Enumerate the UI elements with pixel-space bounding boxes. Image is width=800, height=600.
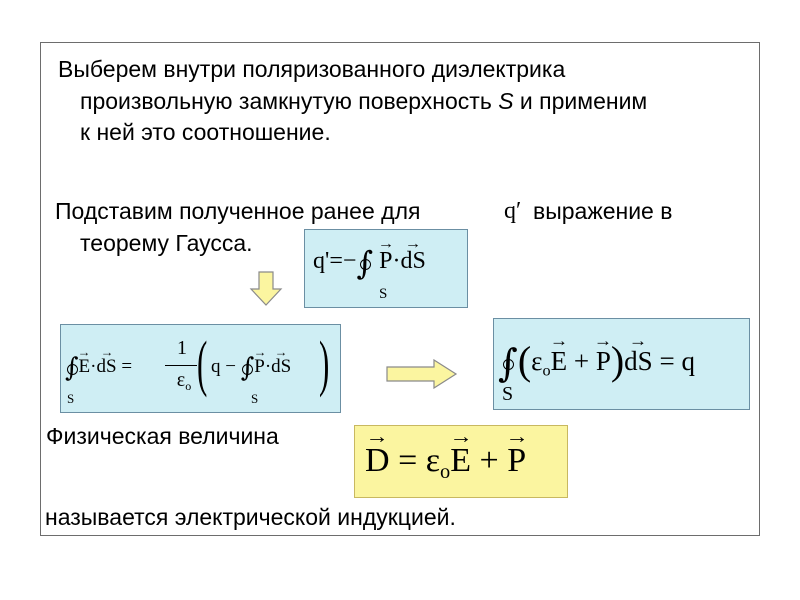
- paragraph-1-line-2: [80, 86, 647, 116]
- paragraph-1-line-1: Выберем внутри поляризованного диэлектрика: [58, 56, 566, 82]
- vector-e: → E: [551, 346, 568, 377]
- fraction-numerator: 1: [177, 337, 187, 359]
- charge-q: q: [211, 356, 221, 377]
- vector-p: → P: [507, 442, 526, 480]
- equals-sign: =: [398, 442, 418, 479]
- epsilon-subscript: o: [440, 461, 451, 484]
- paragraph-2-line-1-end: выражение в: [533, 198, 673, 224]
- dot-operator: ·: [90, 356, 97, 377]
- equals-sign: =: [121, 356, 133, 377]
- vector-p: → P: [254, 356, 265, 378]
- paragraph-1-line-3: к ней это соотношение.: [80, 119, 331, 145]
- formula-induction: [354, 425, 568, 498]
- epsilon-symbol: ε: [176, 369, 186, 391]
- dot-operator: ·: [264, 356, 272, 377]
- physical-quantity-label: Физическая величина: [46, 423, 279, 449]
- epsilon-subscript: o: [542, 361, 551, 380]
- fraction-denominator: [167, 369, 201, 394]
- equals-sign: =: [659, 346, 675, 376]
- integral-limit: S: [379, 286, 388, 302]
- vector-ds: → dS: [400, 248, 425, 275]
- plus-sign: +: [479, 442, 499, 479]
- contour-integral-icon: ∫: [356, 244, 374, 282]
- epsilon-subscript: o: [185, 379, 192, 394]
- vector-ds: → dS: [271, 356, 291, 378]
- paragraph-2-line-2: теорему Гаусса.: [80, 230, 253, 256]
- plus-sign: +: [573, 346, 590, 376]
- vector-e: → E: [450, 442, 471, 480]
- formula-q-prime: [304, 229, 468, 308]
- paragraph-1-line-2-end: и применим: [513, 88, 648, 114]
- left-paren: (: [197, 330, 208, 398]
- induction-definition-text: называется электрической индукцией.: [45, 504, 456, 530]
- vector-p: → P: [379, 248, 392, 275]
- q-prime-lhs: q': [313, 248, 330, 274]
- vector-e: → E: [79, 356, 91, 378]
- formula-combined: [493, 318, 750, 410]
- right-paren: ): [319, 330, 330, 398]
- down-arrow-icon: [249, 271, 283, 307]
- vector-p: → P: [596, 346, 611, 377]
- contour-integral-icon: ∫: [240, 353, 255, 383]
- equals-sign: =: [329, 248, 343, 274]
- fraction-bar: [165, 365, 197, 366]
- contour-integral-icon: ∫: [498, 341, 518, 385]
- dot-operator: ·: [392, 248, 401, 274]
- vector-ds: → dS: [624, 346, 653, 377]
- integral-limit: S: [67, 391, 75, 406]
- integral-limit: S: [502, 383, 514, 405]
- epsilon-symbol: ε: [531, 346, 543, 376]
- paragraph-2-line-1-start: Подставим полученное ранее для: [55, 198, 421, 224]
- right-paren: ): [610, 338, 625, 383]
- integral-limit: S: [251, 391, 259, 406]
- contour-integral-icon: ∫: [65, 353, 79, 383]
- left-paren: (: [517, 338, 532, 383]
- right-arrow-icon: [386, 359, 458, 389]
- minus-sign: −: [225, 356, 236, 377]
- vector-ds: → dS: [96, 356, 116, 378]
- surface-symbol: S: [498, 88, 514, 114]
- minus-sign: −: [342, 248, 357, 274]
- charge-symbol: q′: [504, 198, 522, 224]
- paragraph-1-line-2-text: произвольную замкнутую поверхность: [80, 88, 499, 114]
- vector-d: → D: [365, 442, 390, 480]
- formula-gauss-theorem: [60, 324, 341, 413]
- epsilon-symbol: ε: [425, 442, 441, 479]
- charge-q: q: [681, 346, 695, 376]
